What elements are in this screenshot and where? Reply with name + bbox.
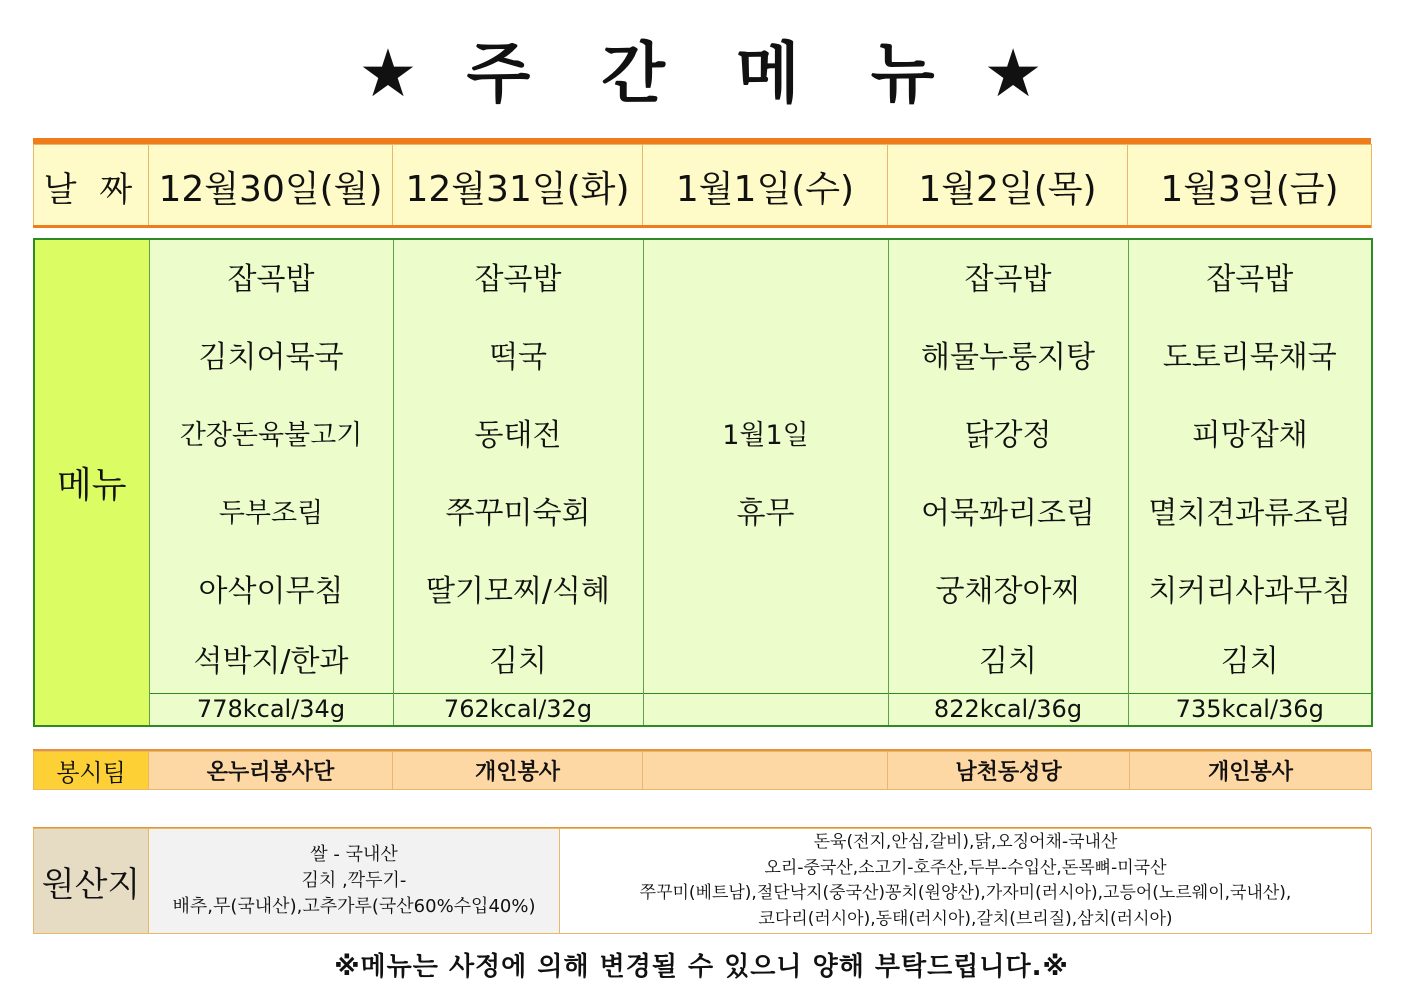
origin-line: 쭈꾸미(베트남),절단낙지(중국산)꽁치(원양산),가자미(러시아),고등어(노르웨이,국내산),: [639, 883, 1292, 903]
kcal-cell: 762kcal/32g: [393, 694, 643, 727]
title-char: 메: [735, 35, 802, 112]
dish-item: 딸기모찌/식혜: [426, 574, 610, 609]
menu-day-column: [643, 239, 888, 694]
dish-item: [645, 319, 887, 397]
menu-day-column: [393, 239, 643, 694]
dish-item: 두부조림: [218, 498, 324, 529]
title-char: 뉴: [870, 35, 937, 112]
dish-item: 잡곡밥: [474, 262, 562, 297]
menu-day-column: [888, 239, 1128, 694]
kcal-cell: [643, 694, 888, 727]
date-header-row: [33, 144, 1372, 228]
dish-item: 간장돈육불고기: [179, 420, 363, 451]
dish-item: 1월1일: [722, 420, 809, 451]
star-icon: ★: [358, 35, 420, 112]
dish-item: 떡국: [489, 340, 547, 375]
origin-table: [33, 828, 1372, 934]
dish-item: [645, 631, 887, 693]
date-cell: 1월3일(금): [1128, 145, 1372, 228]
dish-item: 동태전: [474, 418, 562, 453]
volunteer-cell: 남천동성당: [888, 752, 1130, 790]
origin-meat-fish: [560, 829, 1372, 934]
menu-label: 메뉴: [34, 239, 149, 726]
menu-table: [33, 238, 1373, 727]
notice-text: ※메뉴는 사정에 의해 변경될 수 있으니 양해 부탁드립니다.※: [334, 952, 1069, 982]
star-icon: ★: [983, 35, 1045, 112]
date-cell: 12월31일(화): [393, 145, 643, 228]
dish-item: 잡곡밥: [964, 262, 1052, 297]
volunteer-cell: 개인봉사: [393, 752, 643, 790]
volunteer-cell: [643, 752, 888, 790]
kcal-cell: 778kcal/34g: [149, 694, 393, 727]
dish-item: 어묵꽈리조림: [921, 496, 1095, 531]
volunteer-row: [33, 751, 1372, 790]
page-title: [0, 34, 1403, 114]
date-cell: 1월2일(목): [888, 145, 1128, 228]
volunteer-cell: 온누리봉사단: [149, 752, 393, 790]
header-bottom-rule: [33, 225, 1371, 228]
dish-item: 김치: [1220, 644, 1279, 679]
origin-rice-kimchi: [149, 829, 560, 934]
title-char: 간: [601, 35, 667, 112]
date-label: 날 짜: [34, 145, 149, 228]
dish-item: 궁채장아찌: [935, 574, 1081, 609]
dish-item: 잡곡밥: [227, 262, 315, 297]
kcal-cell: 822kcal/36g: [888, 694, 1128, 727]
dish-item: 멸치견과류조림: [1148, 496, 1352, 531]
dish-item: 김치어묵국: [198, 340, 344, 375]
dish-item: 김치: [489, 644, 547, 679]
title-char: 주: [466, 35, 533, 112]
date-cell: 1월1일(수): [643, 145, 888, 228]
origin-label: 원산지: [34, 829, 149, 934]
dish-item: 아삭이무침: [198, 574, 344, 609]
origin-line: 김치 ,깍두기-: [301, 870, 407, 891]
dish-item: 김치: [979, 644, 1037, 679]
menu-day-column: [1128, 239, 1372, 694]
origin-line: 오리-중국산,소고기-호주산,두부-수입산,돈목뼈-미국산: [764, 857, 1167, 878]
dish-item: [645, 241, 887, 319]
date-cell: 12월30일(월): [149, 145, 393, 228]
dish-item: 휴무: [736, 496, 795, 531]
origin-line: 돈육(전지,안심,갈비),닭,오징어채-국내산: [813, 832, 1118, 852]
origin-line: 배추,무(국내산),고추가루(국산60%수입40%): [172, 896, 536, 917]
origin-line: 코다리(러시아),동태(러시아),갈치(브리질),삼치(러시아): [758, 908, 1173, 929]
menu-day-column: [149, 239, 393, 694]
volunteer-label: 봉시팀: [34, 752, 149, 790]
dish-item: 쭈꾸미숙회: [445, 496, 591, 531]
dish-item: 도토리묵채국: [1162, 340, 1337, 375]
dish-item: 석박지/한과: [193, 644, 349, 679]
dish-item: 피망잡채: [1191, 418, 1308, 453]
dish-item: 닭강정: [964, 418, 1052, 453]
dish-item: [645, 553, 887, 631]
volunteer-cell: 개인봉사: [1130, 752, 1372, 790]
dish-item: 해물누룽지탕: [921, 340, 1095, 375]
dish-item: 잡곡밥: [1206, 262, 1294, 297]
kcal-cell: 735kcal/36g: [1128, 694, 1372, 727]
dish-item: 치커리사과무침: [1148, 574, 1352, 609]
origin-line: 쌀 - 국내산: [310, 844, 398, 865]
